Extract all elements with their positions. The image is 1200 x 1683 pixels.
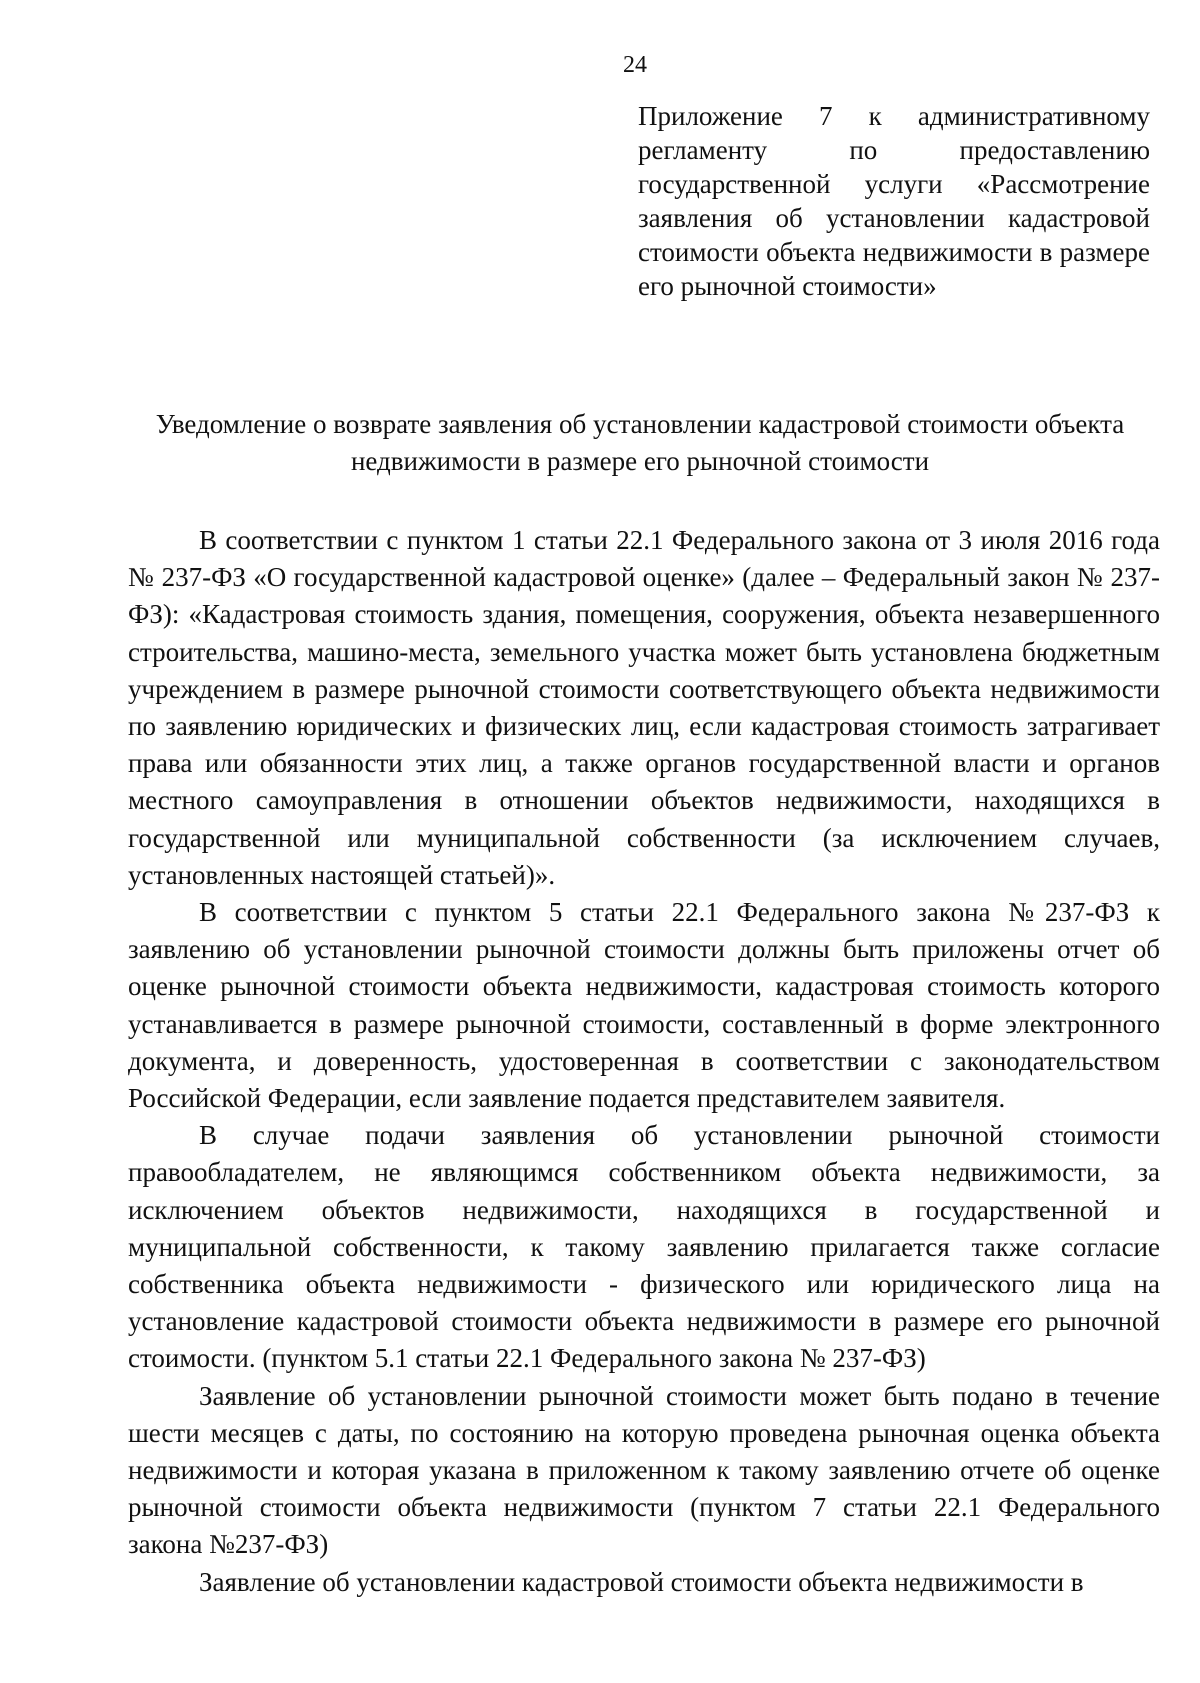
document-body — [128, 522, 1160, 1601]
document-title-line-1: Уведомление о возврате заявления об установлении кадастровой стоимости объекта — [155, 409, 1125, 439]
paragraph-1: В соответствии с пунктом 1 статьи 22.1 Федерального закона от 3 июля 2016 года № 237-ФЗ «О государственной кадастровой оценке» (далее – Федеральный закон № 237-ФЗ): «Кадастровая стоимость здания, помещения, сооружения, объекта незавершенного строительства, машино-места, земельного участка может быть установлена бюджетным учреждением в размере рыночной стоимости соответствующего объекта недвижимости по заявлению юридических и физических лиц, если кадастровая стоимость затрагивает права или обязанности этих лиц, а также органов государственной власти и органов местного самоуправления в отношении объектов недвижимости, находящихся в государственной или муниципальной собственности (за исключением случаев, установленных настоящей статьей)». — [128, 525, 1160, 890]
paragraph-5: Заявление об установлении кадастровой стоимости объекта недвижимости в — [199, 1566, 1084, 1597]
paragraph-3: В случае подачи заявления об установлении рыночной стоимости правообладателем, не являющимся собственником объекта недвижимости, за исключением объектов недвижимости, находящихся в государственной и муниципальной собственности, к такому заявлению прилагается также согласие собственника объекта недвижимости - физического или юридического лица на установление кадастровой стоимости объекта недвижимости в размере его рыночной стоимости. (пунктом 5.1 статьи 22.1 Федерального закона № 237-ФЗ) — [128, 1120, 1160, 1374]
page-number: 24 — [623, 52, 647, 78]
appendix-reference: Приложение 7 к административному регламенту по предоставлению государственной услуги «Рассмотрение заявления об установлении кадастровой стоимости объекта недвижимости в размере его рыночной стоимости» — [638, 101, 1150, 301]
paragraph-2: В соответствии с пунктом 5 статьи 22.1 Федерального закона №237-ФЗ к заявлению об установлении рыночной стоимости должны быть приложены отчет об оценке рыночной стоимости объекта недвижимости, кадастровая стоимость которого устанавливается в размере рыночной стоимости, составленный в форме электронного документа, и доверенность, удостоверенная в соответствии с законодательством Российской Федерации, если заявление подается представителем заявителя. — [128, 897, 1160, 1114]
document-title — [128, 406, 1152, 480]
paragraph-4: Заявление об установлении рыночной стоимости может быть подано в течение шести месяцев с даты, по состоянию на которую проведена рыночная оценка объекта недвижимости и которая указана в приложенном к такому заявлению отчете об оценке рыночной стоимости объекта недвижимости (пунктом 7 статьи 22.1 Федерального закона №237-ФЗ) — [128, 1380, 1160, 1560]
document-title-line-2: недвижимости в размере его рыночной стоимости — [350, 446, 930, 476]
